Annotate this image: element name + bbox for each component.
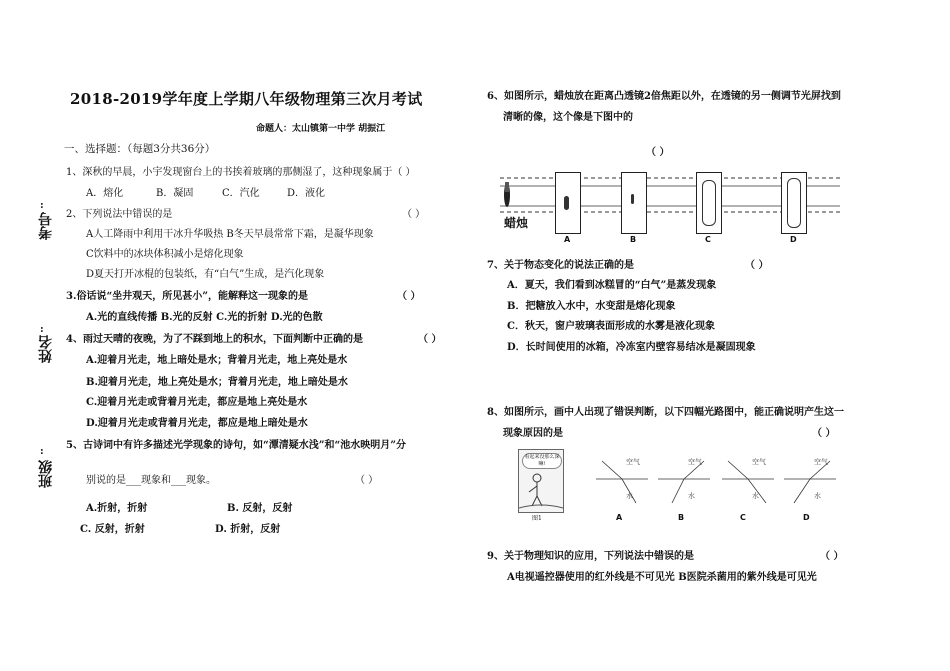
q2-paren: （ ） — [402, 209, 426, 220]
candle-label: 蜡烛 — [504, 216, 529, 230]
q2-option-ab: A人工降雨中利用干冰升华吸热 B冬天早晨常常下霜，是凝华现象 — [86, 229, 374, 240]
q6-paren: （ ） — [646, 147, 670, 158]
q3-stem: 3.俗话说“坐井观天，所见甚小”，能解释这一现象的是 — [66, 291, 308, 302]
q4-paren: （ ） — [418, 334, 442, 345]
section-heading: 一、选择题：（每题3分共36分） — [64, 143, 216, 155]
q7-option-c: C．秋天，窗户玻璃表面形成的水雾是液化现象 — [507, 321, 715, 332]
q6-figure — [500, 168, 840, 248]
q4-stem: 4、雨过天晴的夜晚，为了不踩到地上的积水，下面判断中正确的是 — [66, 334, 363, 345]
fig-label-a: A — [564, 235, 571, 244]
q5-option-a: A.折射，折射 — [86, 503, 148, 514]
side-label-class: 班级 — [38, 460, 54, 488]
q7-paren: （ ） — [745, 260, 769, 271]
q2-option-d: D夏天打开冰棍的包装纸，有“白气”生成，是汽化现象 — [86, 269, 325, 280]
q6-stem-line2: 清晰的像，这个像是下图中的 — [503, 112, 633, 123]
q1-option-a: A．熔化 — [86, 188, 124, 199]
q8-fig-label-a: A — [616, 513, 623, 522]
q6-stem: 6、如图所示，蜡烛放在距离凸透镜2倍焦距以外，在透镜的另一侧调节光屏找到 — [487, 91, 841, 102]
q1-option-d: D．液化 — [287, 188, 326, 199]
fig1-caption: 图1 — [532, 515, 542, 522]
side-colon: : — [40, 446, 44, 457]
image-a — [564, 196, 569, 210]
side-label-name: 姓名 — [38, 335, 54, 363]
q7-option-a: A．夏天，我们看到冰糕冒的“白气”是蒸发现象 — [507, 280, 717, 291]
image-d — [787, 178, 801, 228]
fig-label-d: D — [790, 235, 797, 244]
q5-option-b: B. 反射，反射 — [227, 503, 293, 514]
q3-options: A.光的直线传播 B.光的反射 C.光的折射 D.光的色散 — [86, 312, 323, 323]
air-label-a: 空气 — [626, 458, 640, 466]
author-line: 命题人：太山镇第一中学 胡振江 — [256, 124, 386, 134]
q8-stem-line2: 现象原因的是 — [503, 428, 563, 439]
cartoon-person-icon — [519, 472, 563, 512]
q5-option-d: D. 折射，反射 — [215, 524, 281, 535]
q1-stem: 1、深秋的早晨，小宇发现窗台上的书挨着玻璃的那侧湿了，这种现象属于（ ） — [66, 167, 416, 178]
q4-option-d: D.迎着月光走或背着月光走，都应是地上暗处是水 — [86, 418, 308, 429]
q4-option-b: B.迎着月光走，地上亮处是水；背着月光走，地上暗处是水 — [86, 377, 348, 388]
q8-paren: （ ） — [812, 428, 836, 439]
q8-fig-label-d: D — [803, 513, 810, 522]
q8-fig-label-b: B — [678, 513, 685, 522]
air-label-b: 空气 — [688, 458, 702, 466]
q4-option-c: C.迎着月光走或背着月光走，都应是地上亮处是水 — [86, 397, 308, 408]
q5-stem: 5、古诗词中有许多描述光学现象的诗句，如“潭清疑水浅”和“池水映明月”分 — [66, 440, 406, 451]
fig-label-c: C — [705, 235, 711, 244]
q5-stem-line2: 别说的是___现象和___现象。 — [86, 475, 216, 486]
side-label-exam-number: 考号 — [38, 212, 54, 240]
q9-stem: 9、关于物理知识的应用，下列说法中错误的是 — [487, 551, 694, 562]
water-label-d: 水 — [814, 492, 821, 500]
water-label-a: 水 — [626, 492, 633, 500]
cartoon-panel — [518, 449, 564, 513]
air-label-c: 空气 — [752, 458, 766, 466]
water-label-c: 水 — [752, 492, 759, 500]
q2-option-c: C饮料中的冰块体积减小是熔化现象 — [86, 249, 244, 260]
q5-paren: （ ） — [355, 475, 379, 486]
q1-option-b: B．凝固 — [156, 188, 194, 199]
q9-options: A电视遥控器使用的红外线是不可见光 B医院杀菌用的紫外线是可见光 — [507, 572, 817, 583]
image-c — [702, 180, 716, 226]
q8-figure — [518, 447, 838, 529]
q7-option-b: B．把糖放入水中，水变甜是熔化现象 — [507, 301, 676, 312]
cartoon-speech: 看起来没那么深嘛! — [522, 453, 562, 469]
q4-option-a: A.迎着月光走，地上暗处是水；背着月光走，地上亮处是水 — [86, 355, 348, 366]
screen-b — [621, 172, 647, 234]
q3-paren: （ ） — [397, 291, 421, 302]
q9-paren: （ ） — [820, 551, 844, 562]
side-colon: : — [40, 324, 44, 335]
q8-fig-label-c: C — [740, 513, 746, 522]
page-title: 2018-2019学年度上学期八年级物理第三次月考试 — [70, 90, 423, 108]
q2-stem: 2、下列说法中错误的是 — [66, 209, 173, 220]
q7-option-d: D．长时间使用的冰箱，冷冻室内壁容易结冰是凝固现象 — [507, 342, 756, 353]
water-label-b: 水 — [688, 492, 695, 500]
side-colon: : — [40, 200, 44, 211]
q8-stem: 8、如图所示，画中人出现了错误判断，以下四幅光路图中，能正确说明产生这一 — [487, 407, 844, 418]
q1-option-c: C．汽化 — [222, 188, 260, 199]
q5-option-c: C. 反射，折射 — [80, 524, 145, 535]
q7-stem: 7、关于物态变化的说法正确的是 — [487, 260, 634, 271]
air-label-d: 空气 — [814, 458, 828, 466]
image-b — [631, 194, 634, 204]
fig-label-b: B — [630, 235, 637, 244]
